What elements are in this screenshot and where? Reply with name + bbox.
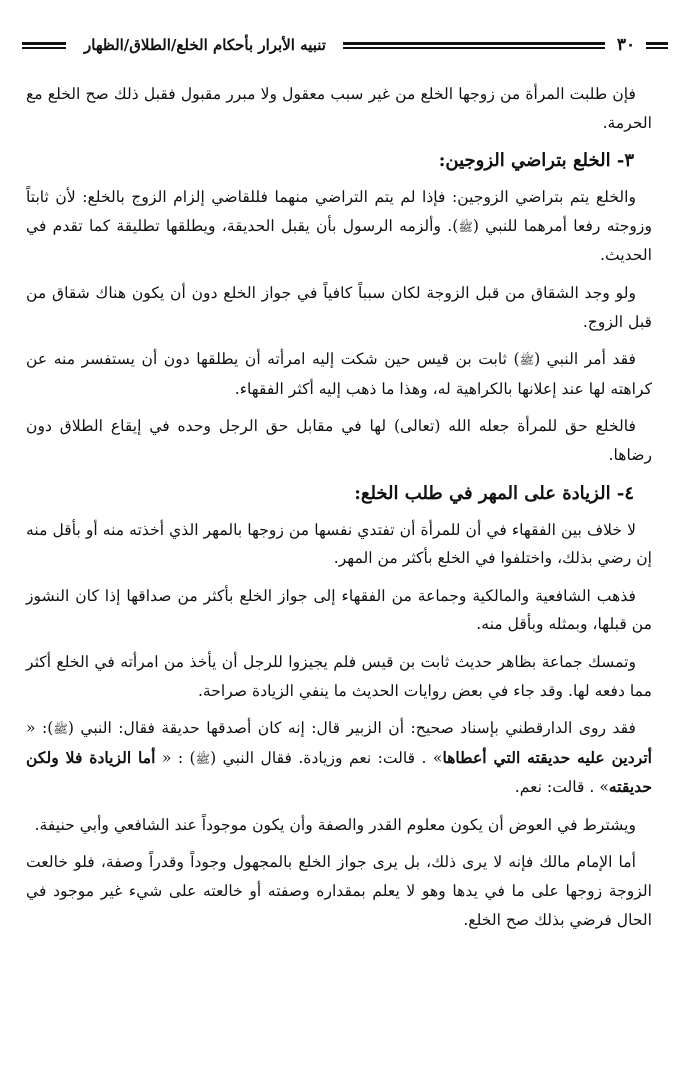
salutation-glyph: ﷺ xyxy=(195,751,211,766)
paragraph-3-2: ولو وجد الشقاق من قبل الزوجة لكان سبباً كافياً في جواز الخلع دون أن يكون هناك شقاق من قبل الزوج. xyxy=(26,283,652,331)
running-header xyxy=(22,34,650,60)
section-heading-3: ٣- الخلع بتراضي الزوجين: xyxy=(438,150,634,172)
hadith-quote-2: أما الزيادة فلا ولكن حديقته xyxy=(26,747,652,797)
page-body xyxy=(26,80,652,1080)
salutation-glyph: ﷺ xyxy=(519,353,535,368)
paragraph-4-2: فذهب الشافعية والمالكية وجماعة من الفقهاء إلى جواز الخلع بأكثر من صداقها إذا كان النشوز من قبلها، وبمثله وبأقل منه. xyxy=(26,586,652,634)
header-rule-middle xyxy=(343,42,605,50)
paragraph-intro: فإن طلبت المرأة من زوجها الخلع من غير سبب معقول ولا مبرر مقبول فقبل ذلك صح الخلع مع الحرمة. xyxy=(26,85,652,132)
paragraph-4-4: فقد روى الدارقطني بإسناد صحيح: أن الزبير قال: إنه كان أصدقها حديقة فقال: النبي (ﷺ): « أتردين عليه حديقته التي أعطاها» . قالت: نعم وزيادة. فقال النبي (ﷺ) : « أما الزيادة فلا ولكن حديقته» . قالت: نعم. xyxy=(26,719,652,797)
hadith-quote-1: أتردين عليه حديقته التي أعطاها xyxy=(442,747,652,767)
paragraph-4-6: أما الإمام مالك فإنه لا يرى ذلك، بل يرى جواز الخلع بالمجهول وجوداً وقدراً وصفة، فلو خالعت الزوجة زوجها على ما في يدها وهو لا يعلم بمقداره وصفته أو خالعته على شيء غير موجود في الحال فرضي بذلك صح الخلع. xyxy=(26,853,652,929)
paragraph-4-3: وتمسك جماعة بظاهر حديث ثابت بن قيس فلم يجيزوا للرجل أن يأخذ من امرأته في الخلع أكثر مما دفعه لها. وقد جاء في بعض روايات الحديث ما ينفي الزيادة صراحة. xyxy=(26,652,652,700)
paragraph-4-5: ويشترط في العوض أن يكون معلوم القدر والصفة وأن يكون موجوداً عند الشافعي وأبي حنيفة. xyxy=(34,815,636,834)
salutation-glyph: ﷺ xyxy=(53,722,68,737)
paragraph-4-1: لا خلاف بين الفقهاء في أن للمرأة أن تفتدي نفسها من زوجها بالمهر الذي أخذته منه أو بأقل منه إن رضي بذلك، واختلفوا في الخلع بأكثر من المهر. xyxy=(26,520,652,568)
paragraph-3-4: فالخلع حق للمرأة جعله الله (تعالى) لها في مقابل حق الرجل وحده في إيقاع الطلاق دون رضاها. xyxy=(26,417,652,464)
header-rule-left xyxy=(22,42,66,50)
page-number: ٣٠ xyxy=(616,35,636,55)
header-rule-right xyxy=(646,42,668,50)
salutation-glyph: ﷺ xyxy=(458,219,473,234)
paragraph-3-3: فقد أمر النبي (ﷺ) ثابت بن قيس حين شكت إليه امرأته أن يطلقها دون أن يستفسر منه عن كراهته لها عند إعلانها بالكراهية له، وهذا ما ذهب إليه أكثر الفقهاء. xyxy=(26,350,652,398)
section-heading-4: ٤- الزيادة على المهر في طلب الخلع: xyxy=(354,482,634,504)
book-title: تنبيه الأبرار بأحكام الخلع/الطلاق/الظهار xyxy=(84,36,326,54)
paragraph-3-1: والخلع يتم بتراضي الزوجين: فإذا لم يتم التراضي منهما فللقاضي إلزام الزوج بالخلع: لأن ثابتاً وزوجته رفعا أمرهما للنبي (ﷺ). وألزمه الرسول بأن يقبل الحديقة، ويطلقها تطليقة كما تقدم في الحديث. xyxy=(26,188,652,265)
